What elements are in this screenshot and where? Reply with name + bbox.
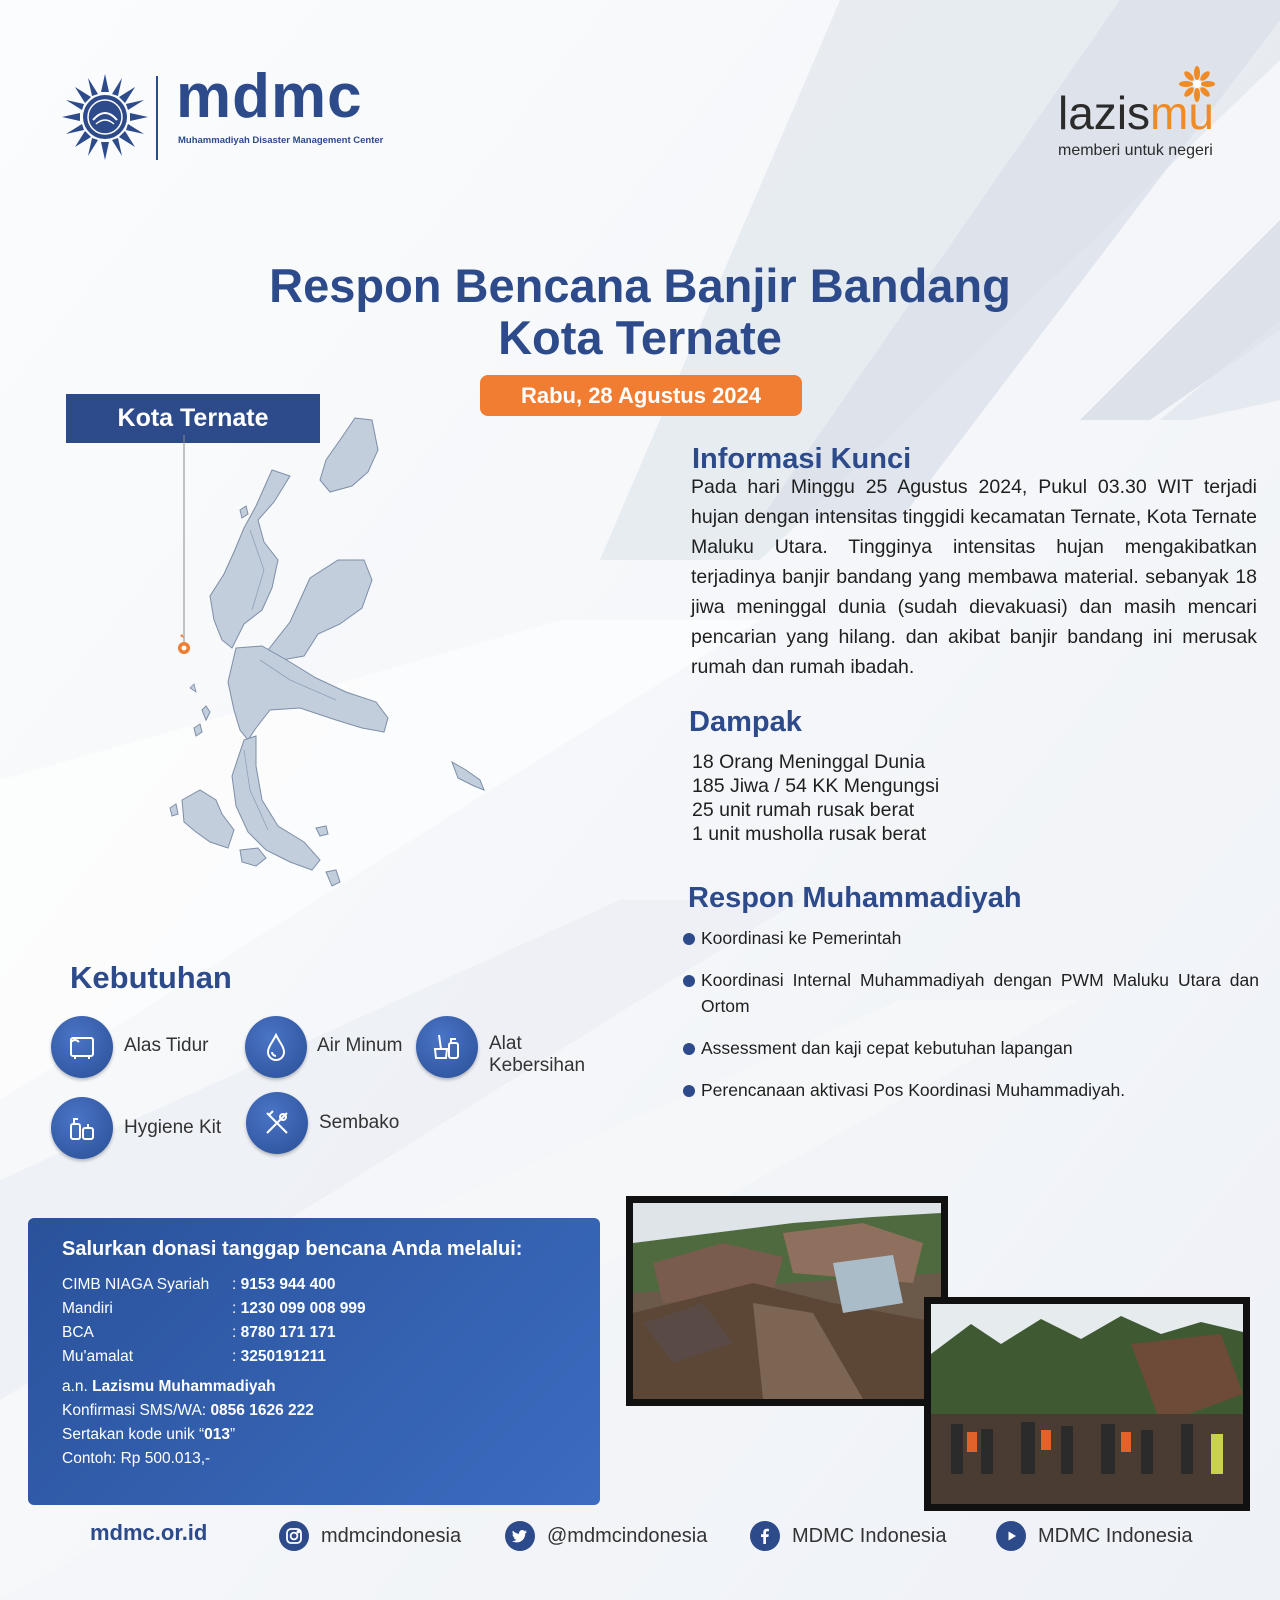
water-drop-icon <box>245 1016 307 1078</box>
mdmc-subtitle: Muhammadiyah Disaster Management Center <box>178 135 384 146</box>
unique-code-line: Sertakan kode unik “013” <box>62 1426 236 1443</box>
unique-code: 013 <box>204 1426 231 1443</box>
respon-item: Perencanaan aktivasi Pos Koordinasi Muhammadiyah. <box>681 1077 1259 1103</box>
lazismu-wordmark: lazismu <box>1058 87 1214 139</box>
utensils-icon <box>246 1092 308 1154</box>
twitter-icon <box>505 1521 535 1551</box>
website-link[interactable]: mdmc.or.id <box>90 1520 208 1545</box>
mdmc-logo <box>60 62 420 164</box>
info-heading: Informasi Kunci <box>692 443 912 475</box>
dampak-item: 1 unit musholla rusak berat <box>692 823 927 845</box>
bank-account-number: 8780 171 171 <box>240 1324 336 1341</box>
mattress-icon <box>51 1016 113 1078</box>
respon-item: Koordinasi ke Pemerintah <box>681 925 1259 951</box>
social-facebook[interactable] <box>750 1520 947 1552</box>
bank-name: Mu'amalat <box>62 1348 134 1365</box>
youtube-icon <box>996 1521 1026 1551</box>
confirmation-number: 0856 1626 222 <box>210 1402 314 1419</box>
respon-list <box>681 925 1259 1119</box>
respon-item: Koordinasi Internal Muhammadiyah dengan PWM Maluku Utara dan Ortom <box>681 967 1259 1019</box>
donation-heading: Salurkan donasi tanggap bencana Anda melalui: <box>62 1238 523 1260</box>
social-instagram[interactable] <box>279 1520 461 1552</box>
bank-row: BCA : 8780 171 171 <box>62 1324 336 1341</box>
bank-row: Mandiri : 1230 099 008 999 <box>62 1300 366 1317</box>
bank-account-number: 9153 944 400 <box>240 1276 336 1293</box>
bank-account-number: 3250191211 <box>240 1348 326 1365</box>
account-name-line: a.n. Lazismu Muhammadiyah <box>62 1378 276 1395</box>
map-location-label: Kota Ternate <box>66 394 320 443</box>
hygiene-kit-icon <box>51 1097 113 1159</box>
dampak-item: 18 Orang Meninggal Dunia <box>692 751 926 773</box>
title-line-2: Kota Ternate <box>498 311 782 364</box>
respon-heading: Respon Muhammadiyah <box>688 882 1022 914</box>
bank-row: Mu'amalat : 3250191211 <box>62 1348 326 1365</box>
info-body: Pada hari Minggu 25 Agustus 2024, Pukul 03.30 WIT terjadi hujan dengan intensitas tinggidi kecamatan Ternate, Kota Ternate Maluku Utara. Tingginya intensitas hujan mengakibatkan terjadinya banjir bandang yang membawa material. sebanyak 18 jiwa meninggal dunia (sudah dievakuasi) dan masih mencari pencarian yang hilang. dan akibat banjir bandang ini merusak rumah dan rumah ibadah. <box>691 476 1257 678</box>
social-twitter[interactable] <box>505 1520 707 1552</box>
flood-damage-photo <box>626 1196 948 1406</box>
title-line-1: Respon Bencana Banjir Bandang <box>269 259 1011 312</box>
mdmc-wordmark: mdmc <box>176 62 363 131</box>
social-label: MDMC Indonesia <box>792 1524 947 1547</box>
respon-item: Assessment dan kaji cepat kebutuhan lapangan <box>681 1035 1259 1061</box>
bank-account-number: 1230 099 008 999 <box>240 1300 366 1317</box>
lazismu-logo <box>1052 66 1252 166</box>
lazismu-tagline: memberi untuk negeri <box>1058 142 1213 159</box>
instagram-icon <box>279 1521 309 1551</box>
need-label: Hygiene Kit <box>124 1117 222 1138</box>
bank-name: CIMB NIAGA Syariah <box>62 1276 210 1293</box>
dampak-item: 185 Jiwa / 54 KK Mengungsi <box>692 775 940 797</box>
need-label: Air Minum <box>317 1035 403 1056</box>
dampak-item: 25 unit rumah rusak berat <box>692 799 915 821</box>
cleaning-tools-icon <box>416 1016 478 1078</box>
muhammadiyah-sun-emblem-icon <box>60 72 150 162</box>
social-label: @mdmcindonesia <box>547 1524 708 1547</box>
social-label: MDMC Indonesia <box>1038 1524 1193 1547</box>
date-badge: Rabu, 28 Agustus 2024 <box>480 375 802 416</box>
dampak-list <box>692 750 939 846</box>
bank-row: CIMB NIAGA Syariah : 9153 944 400 <box>62 1276 336 1293</box>
logo-divider <box>156 76 158 160</box>
need-label: Alas Tidur <box>124 1035 209 1056</box>
social-label: mdmcindonesia <box>321 1524 462 1547</box>
bank-name: Mandiri <box>62 1300 113 1317</box>
confirmation-line: Konfirmasi SMS/WA: 0856 1626 222 <box>62 1402 314 1419</box>
page-title <box>240 260 1040 364</box>
dampak-heading: Dampak <box>689 706 802 738</box>
social-youtube[interactable] <box>996 1520 1193 1552</box>
need-label: Sembako <box>319 1112 400 1133</box>
donation-box <box>28 1218 600 1505</box>
need-label: Alat Kebersihan <box>489 1033 586 1076</box>
account-name: Lazismu Muhammadiyah <box>92 1378 276 1395</box>
bank-name: BCA <box>62 1324 94 1341</box>
north-maluku-map <box>140 410 520 930</box>
donation-example: Contoh: Rp 500.013,- <box>62 1450 211 1467</box>
facebook-icon <box>750 1521 780 1551</box>
rescue-team-photo <box>924 1297 1250 1511</box>
needs-heading: Kebutuhan <box>70 960 232 995</box>
